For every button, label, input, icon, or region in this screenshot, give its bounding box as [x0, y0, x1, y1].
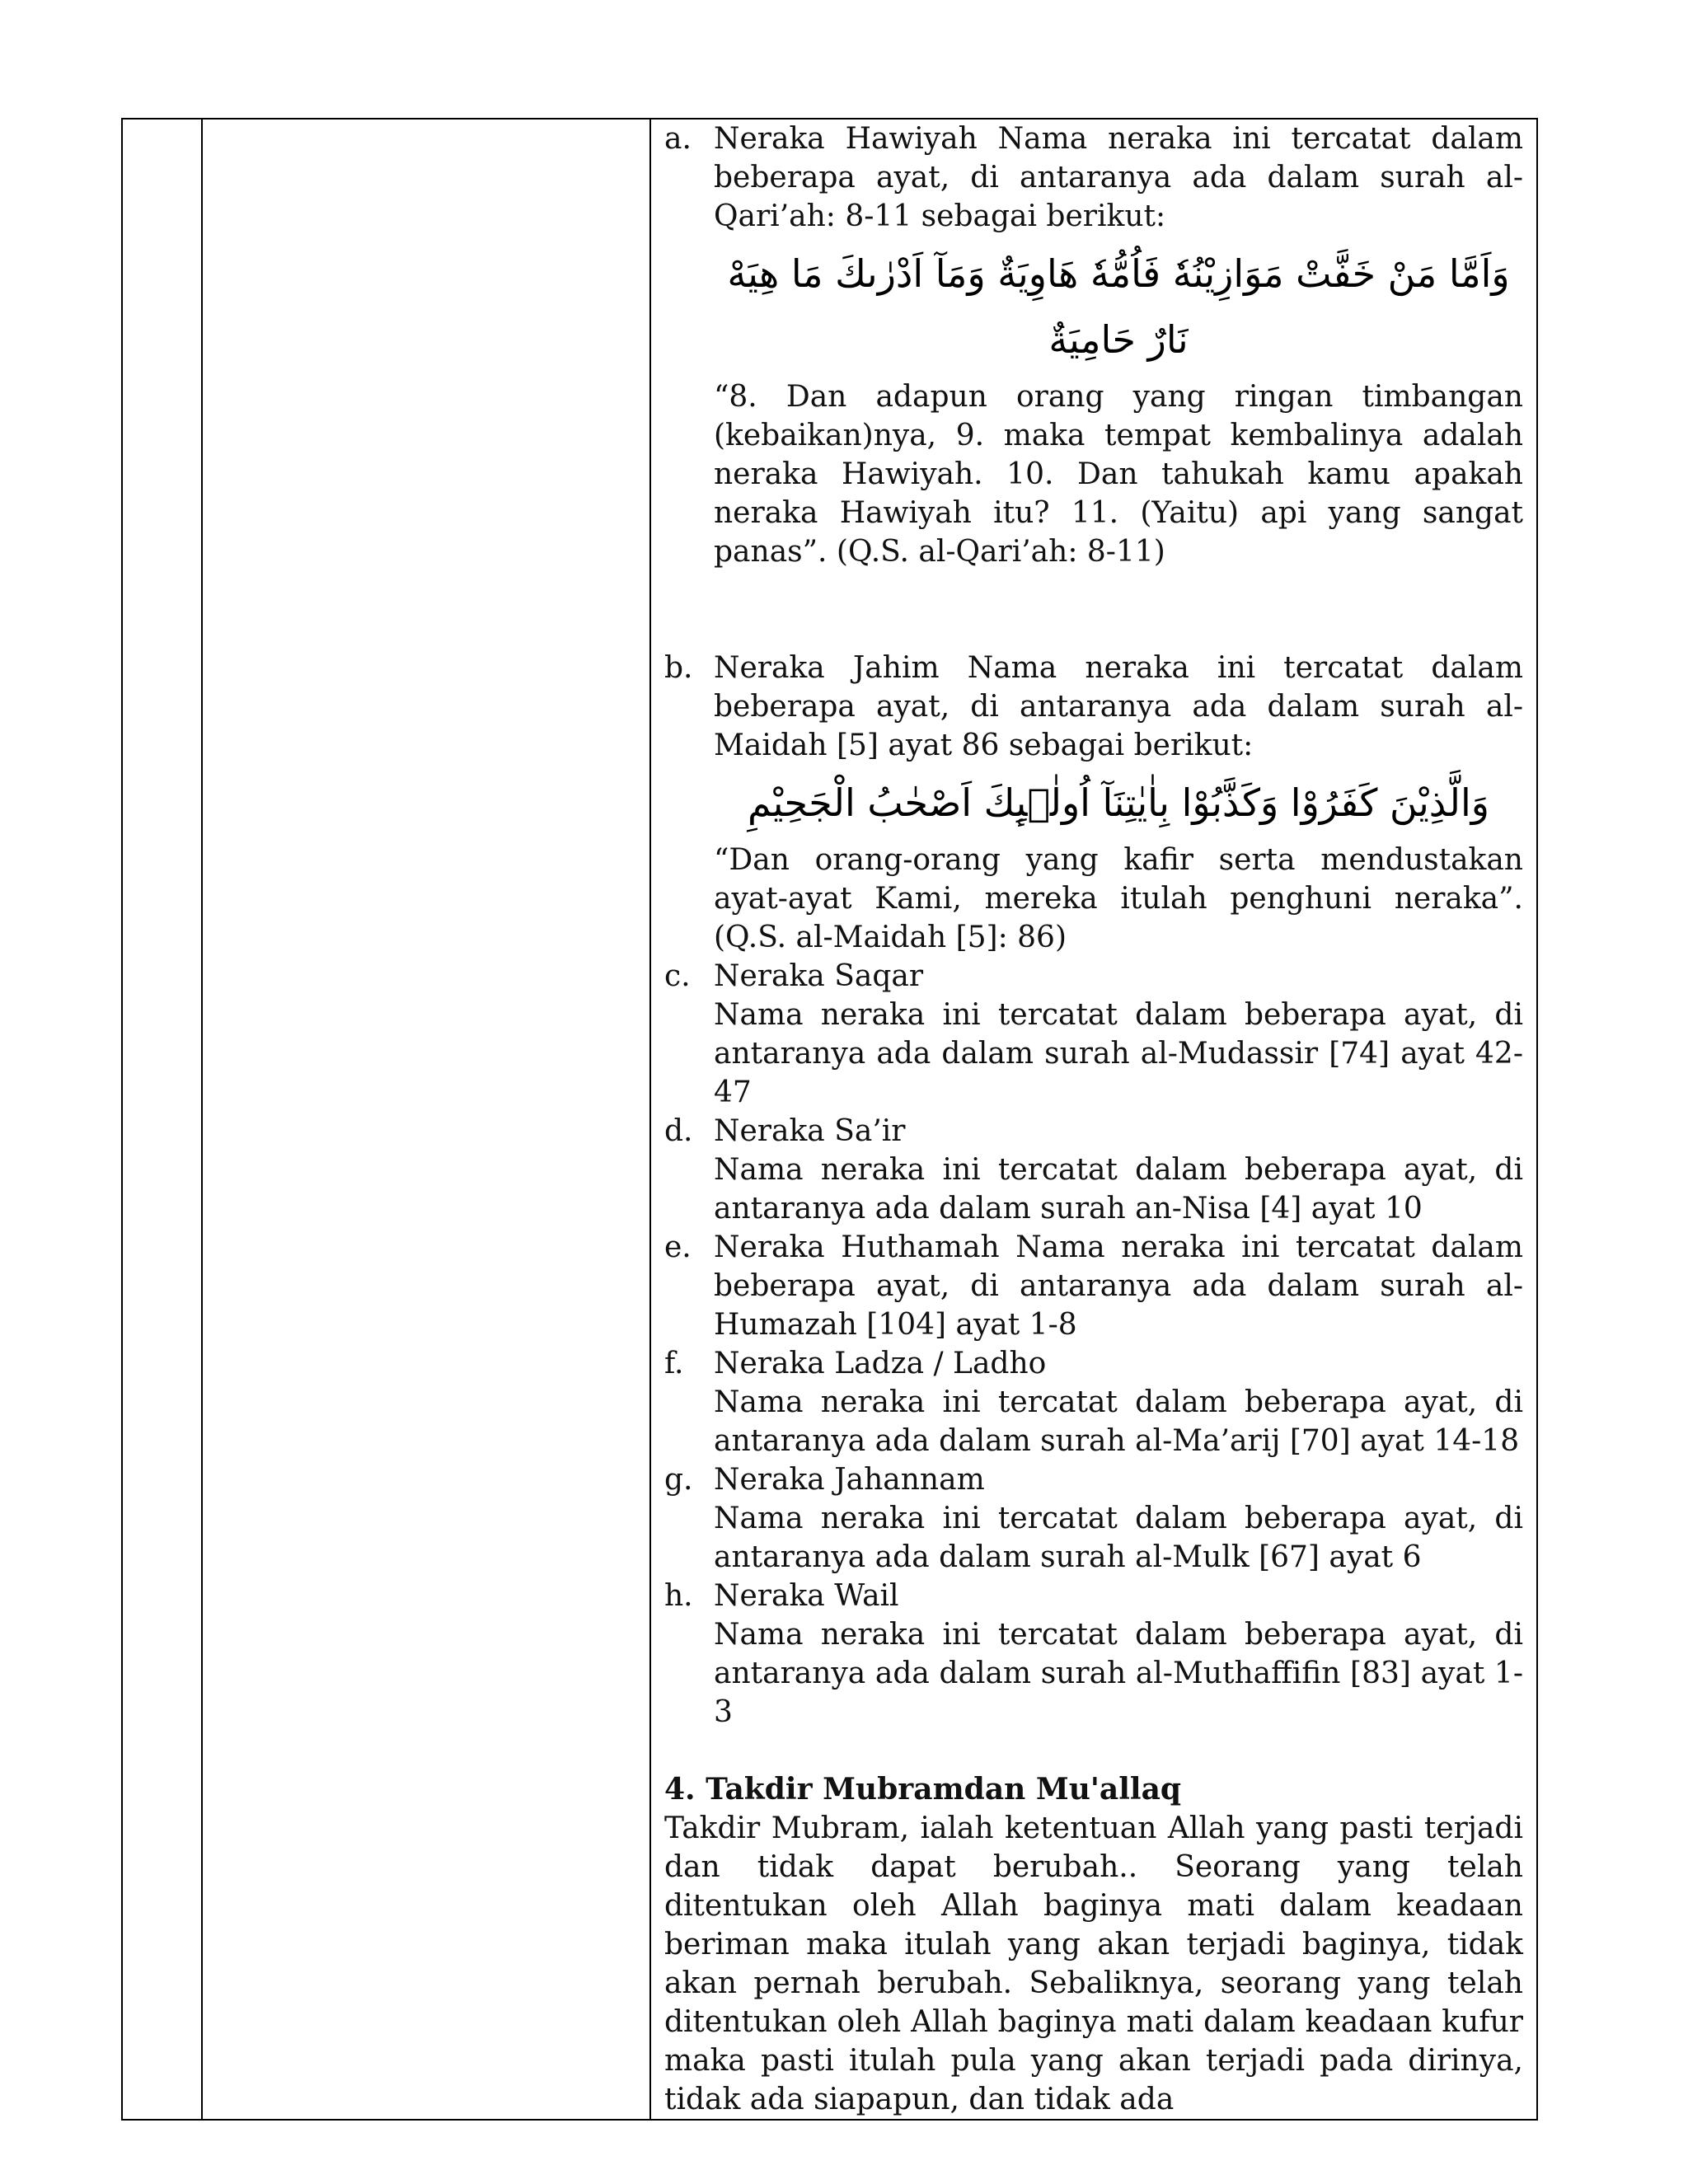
- item-text: Neraka Jahim Nama neraka ini tercatat dalam beberapa ayat, di antaranya ada dalam surah al-Maidah [5] ayat 86 sebagai berikut:: [714, 651, 1523, 762]
- table-cell-empty: [202, 119, 650, 2120]
- item-title: Neraka Saqar: [714, 959, 924, 993]
- list-marker: f.: [664, 1347, 684, 1380]
- list-item-jahannam: [664, 1460, 1523, 1577]
- list-marker: h.: [664, 1579, 693, 1613]
- section-body: Takdir Mubram, ialah ketentuan Allah yang pasti terjadi dan tidak dapat berubah.. Seorang yang telah ditentukan oleh Allah baginya mati dalam keadaan beriman maka itulah yang akan terjadi baginya, tidak akan pernah berubah. Sebaliknya, seorang yang telah ditentukan oleh Allah baginya mati dalam keadaan kufur maka pasti itulah pula yang akan terjadi pada dirinya, tidak ada siapapun, dan tidak ada: [664, 1811, 1523, 2116]
- list-item-jahim: [664, 649, 1523, 957]
- content-body: [664, 120, 1523, 2119]
- item-text: Nama neraka ini tercatat dalam beberapa ayat, di antaranya ada dalam surah al-Muthaffifin [83] ayat 1-3: [714, 1618, 1523, 1729]
- list-marker: e.: [664, 1230, 692, 1264]
- item-text: Neraka Huthamah Nama neraka ini tercatat dalam beberapa ayat, di antaranya ada dalam surah al-Humazah [104] ayat 1-8: [714, 1230, 1523, 1342]
- list-item-huthamah: [664, 1228, 1523, 1344]
- spacer: [664, 1732, 1523, 1770]
- list-item-saqar: [664, 957, 1523, 1112]
- list-item-hawiyah: [664, 120, 1523, 571]
- verse-translation: “8. Dan adapun orang yang ringan timbangan (kebaikan)nya, 9. maka tempat kembalinya adalah neraka Hawiyah. 10. Dan tahukah kamu apakah neraka Hawiyah itu? 11. (Yaitu) api yang sangat panas”. (Q.S. al-Qari’ah: 8-11): [714, 380, 1523, 569]
- item-title: Neraka Ladza / Ladho: [714, 1347, 1047, 1380]
- item-title: Neraka Jahannam: [714, 1463, 985, 1497]
- item-text: Nama neraka ini tercatat dalam beberapa ayat, di antaranya ada dalam surah al-Ma’arij [70] ayat 14-18: [714, 1385, 1523, 1458]
- item-text: Neraka Hawiyah Nama neraka ini tercatat dalam beberapa ayat, di antaranya ada dalam surah al-Qari’ah: 8-11 sebagai berikut:: [714, 122, 1523, 233]
- table-cell-content: [650, 119, 1537, 2120]
- list-item-ladza: [664, 1344, 1523, 1460]
- document-table: [121, 118, 1538, 2121]
- list-marker: g.: [664, 1463, 693, 1497]
- list-marker: c.: [664, 959, 691, 993]
- item-title: Neraka Wail: [714, 1579, 899, 1613]
- verse-translation: “Dan orang-orang yang kafir serta mendustakan ayat-ayat Kami, mereka itulah penghuni neraka”. (Q.S. al-Maidah [5]: 86): [714, 843, 1523, 954]
- item-text: Nama neraka ini tercatat dalam beberapa ayat, di antaranya ada dalam surah an-Nisa [4] ayat 10: [714, 1153, 1523, 1226]
- spacer: [664, 571, 1523, 649]
- list-marker: a.: [664, 122, 692, 156]
- list-marker: d.: [664, 1114, 693, 1148]
- item-text: Nama neraka ini tercatat dalam beberapa ayat, di antaranya ada dalam surah al-Mulk [67] ayat 6: [714, 1502, 1523, 1574]
- table-row: [122, 119, 1537, 2120]
- item-text: Nama neraka ini tercatat dalam beberapa ayat, di antaranya ada dalam surah al-Mudassir [74] ayat 42-47: [714, 998, 1523, 1109]
- item-title: Neraka Sa’ir: [714, 1114, 906, 1148]
- table-cell-number: [122, 119, 202, 2120]
- list-marker: b.: [664, 651, 693, 685]
- section-heading: 4. Takdir Mubramdan Mu'allaq: [664, 1772, 1182, 1807]
- list-item-wail: [664, 1577, 1523, 1732]
- arabic-verse-maidah: وَالَّذِيْنَ كَفَرُوْا وَكَذَّبُوْا بِاٰيٰتِنَآ اُولٰۤىِٕكَ اَصْحٰبُ الْجَحِيْمِ: [748, 780, 1489, 825]
- list-item-sair: [664, 1112, 1523, 1228]
- arabic-verse-qariah: وَاَمَّا مَنْ خَفَّتْ مَوَازِيْنُهٗ فَاُمُّهٗ هَاوِيَةٌ وَمَآ اَدْرٰىكَ مَا هِيَهْ نَارٌ حَامِيَةٌ: [727, 251, 1510, 362]
